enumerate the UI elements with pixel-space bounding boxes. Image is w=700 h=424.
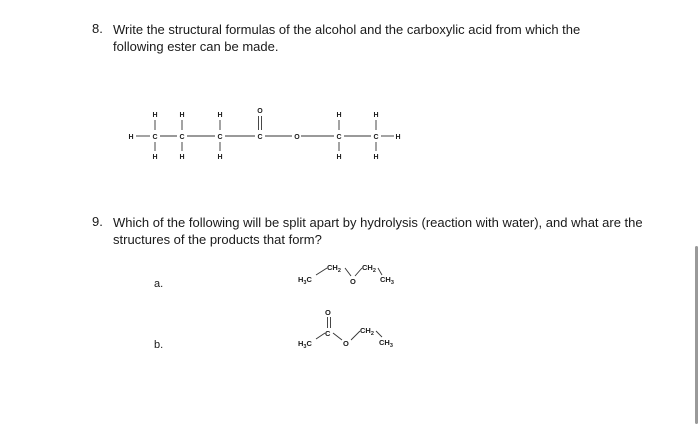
atom-h: H: [152, 112, 158, 119]
group-ch2: $CH_2$: [327, 263, 341, 274]
atom-h: H: [152, 154, 158, 161]
atom-h: H: [179, 154, 185, 161]
atom-c: C: [217, 134, 223, 141]
question-9-number: 9.: [92, 214, 103, 229]
group-ch2: $CH_2$: [362, 263, 376, 274]
group-h3c: $H_3C$: [298, 339, 312, 350]
atom-h: H: [395, 134, 401, 141]
atom-c: C: [179, 134, 185, 141]
option-b-label: b.: [154, 339, 164, 351]
group-ch2: $CH_2$: [360, 326, 374, 337]
question-8-text: Write the structural formulas of the alcohol and the carboxylic acid from which the following ester can be made.: [113, 22, 581, 54]
atom-h: H: [179, 112, 185, 119]
group-ch3: $CH_3$: [380, 275, 394, 286]
option-a-structure: [298, 263, 394, 286]
atom-c: C: [152, 134, 158, 141]
ester-structural-formula: [128, 108, 400, 161]
atom-h: H: [373, 112, 379, 119]
atom-o: O: [294, 134, 300, 141]
atom-h: H: [217, 154, 223, 161]
atom-o: O: [325, 308, 331, 317]
atom-c: C: [336, 134, 342, 141]
atom-h: H: [336, 112, 342, 119]
atom-h: H: [128, 134, 134, 141]
question-8-number: 8.: [92, 21, 103, 36]
question-9-text: Which of the following will be split apart by hydrolysis (reaction with water), and what are the structures of the products that form?: [113, 215, 643, 247]
atom-c: C: [373, 134, 379, 141]
group-ch3: $CH_3$: [379, 338, 393, 349]
vertical-scrollbar[interactable]: [695, 246, 698, 424]
atom-h: H: [373, 154, 379, 161]
option-b-structure: [298, 308, 393, 350]
atom-c: C: [257, 134, 263, 141]
atom-o: O: [350, 277, 356, 286]
group-h3c: $H_3C$: [298, 275, 312, 286]
atom-h: H: [336, 154, 342, 161]
atom-h: H: [217, 112, 223, 119]
atom-o: O: [257, 108, 263, 115]
option-a-label: a.: [154, 278, 164, 290]
atom-o: O: [343, 339, 349, 348]
atom-c: C: [325, 329, 331, 338]
